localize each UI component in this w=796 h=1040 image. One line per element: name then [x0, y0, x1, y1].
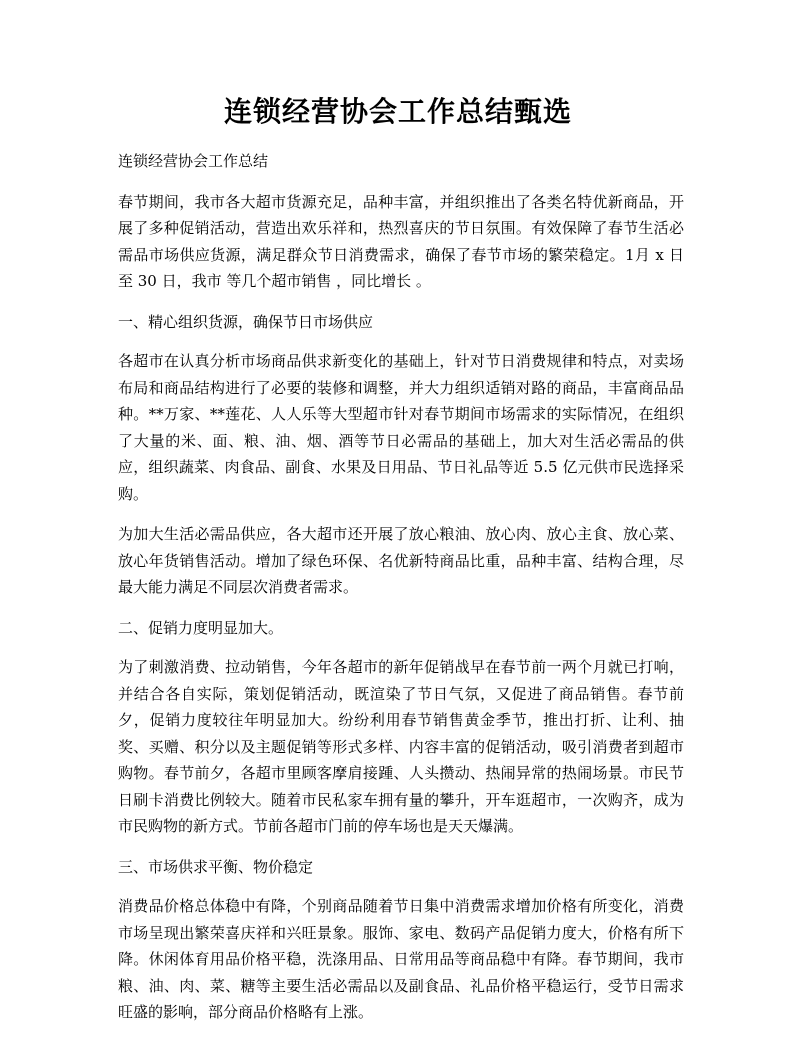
subtitle: 连锁经营协会工作总结	[118, 152, 269, 170]
section-heading-1: 一、精心组织货源，确保节日市场供应	[118, 312, 374, 331]
paragraph-section-1-extra: 为加大生活必需品供应，各大超市还开展了放心粮油、放心肉、放心主食、放心菜、放心年货销售活动。增加了绿色环保、名优新特商品比重，品种丰富、结构合理，尽最大能力满足不同层次消费者需求。	[118, 525, 684, 596]
paragraph-intro: 春节期间，我市各大超市货源充足，品种丰富，并组织推出了各类名特优新商品，开展了多种促销活动，营造出欢乐祥和，热烈喜庆的节日氛围。有效保障了春节生活必需品市场供应货源，满足群众节日消费需求，确保了春节市场的繁荣稳定。1月 x 日至 30 日，我市 等几个超市销售 ，同比增长 。	[118, 192, 684, 290]
section-heading-3: 三、市场供求平衡、物价稳定	[118, 857, 314, 876]
paragraph-section-1: 各超市在认真分析市场商品供求新变化的基础上，针对节日消费规律和特点，对卖场布局和商品结构进行了必要的装修和调整，并大力组织适销对路的商品，丰富商品品种。**万家、**莲花、人人乐等大型超市针对春节期间市场需求的实际情况，在组织了大量的米、面、粮、油、烟、酒等节日必需品的基础上，加大对生活必需品的供应，组织蔬菜、肉食品、副食、水果及日用品、节日礼品等近 5.5 亿元供市民选择采购。	[118, 352, 684, 503]
document-body	[118, 148, 684, 1040]
paragraph-section-3: 消费品价格总体稳中有降，个别商品随着节日集中消费需求增加价格有所变化，消费市场呈现出繁荣喜庆祥和兴旺景象。服饰、家电、数码产品促销力度大，价格有所下降。休闲体育用品价格平稳，洗涤用品、日常用品等商品稳中有降。春节期间，我市粮、油、肉、菜、糖等主要生活必需品以及副食品、礼品价格平稳运行，受节日需求旺盛的影响，部分商品价格略有上涨。	[118, 897, 684, 1021]
paragraph-section-2: 为了刺激消费、拉动销售，今年各超市的新年促销战早在春节前一两个月就已打响，并结合各自实际，策划促销活动，既渲染了节日气氛，又促进了商品销售。春节前夕，促销力度较往年明显加大。纷纷利用春节销售黄金季节，推出打折、让利、抽奖、买赠、积分以及主题促销等形式多样、内容丰富的促销活动，吸引消费者到超市购物。春节前夕，各超市里顾客摩肩接踵、人头攒动、热闹异常的热闹场景。市民节日刷卡消费比例较大。随着市民私家车拥有量的攀升，开车逛超市，一次购齐，成为市民购物的新方式。节前各超市门前的停车场也是天天爆满。	[118, 658, 684, 835]
section-heading-2: 二、促销力度明显加大。	[118, 618, 284, 637]
document-title: 连锁经营协会工作总结甄选	[223, 95, 572, 128]
